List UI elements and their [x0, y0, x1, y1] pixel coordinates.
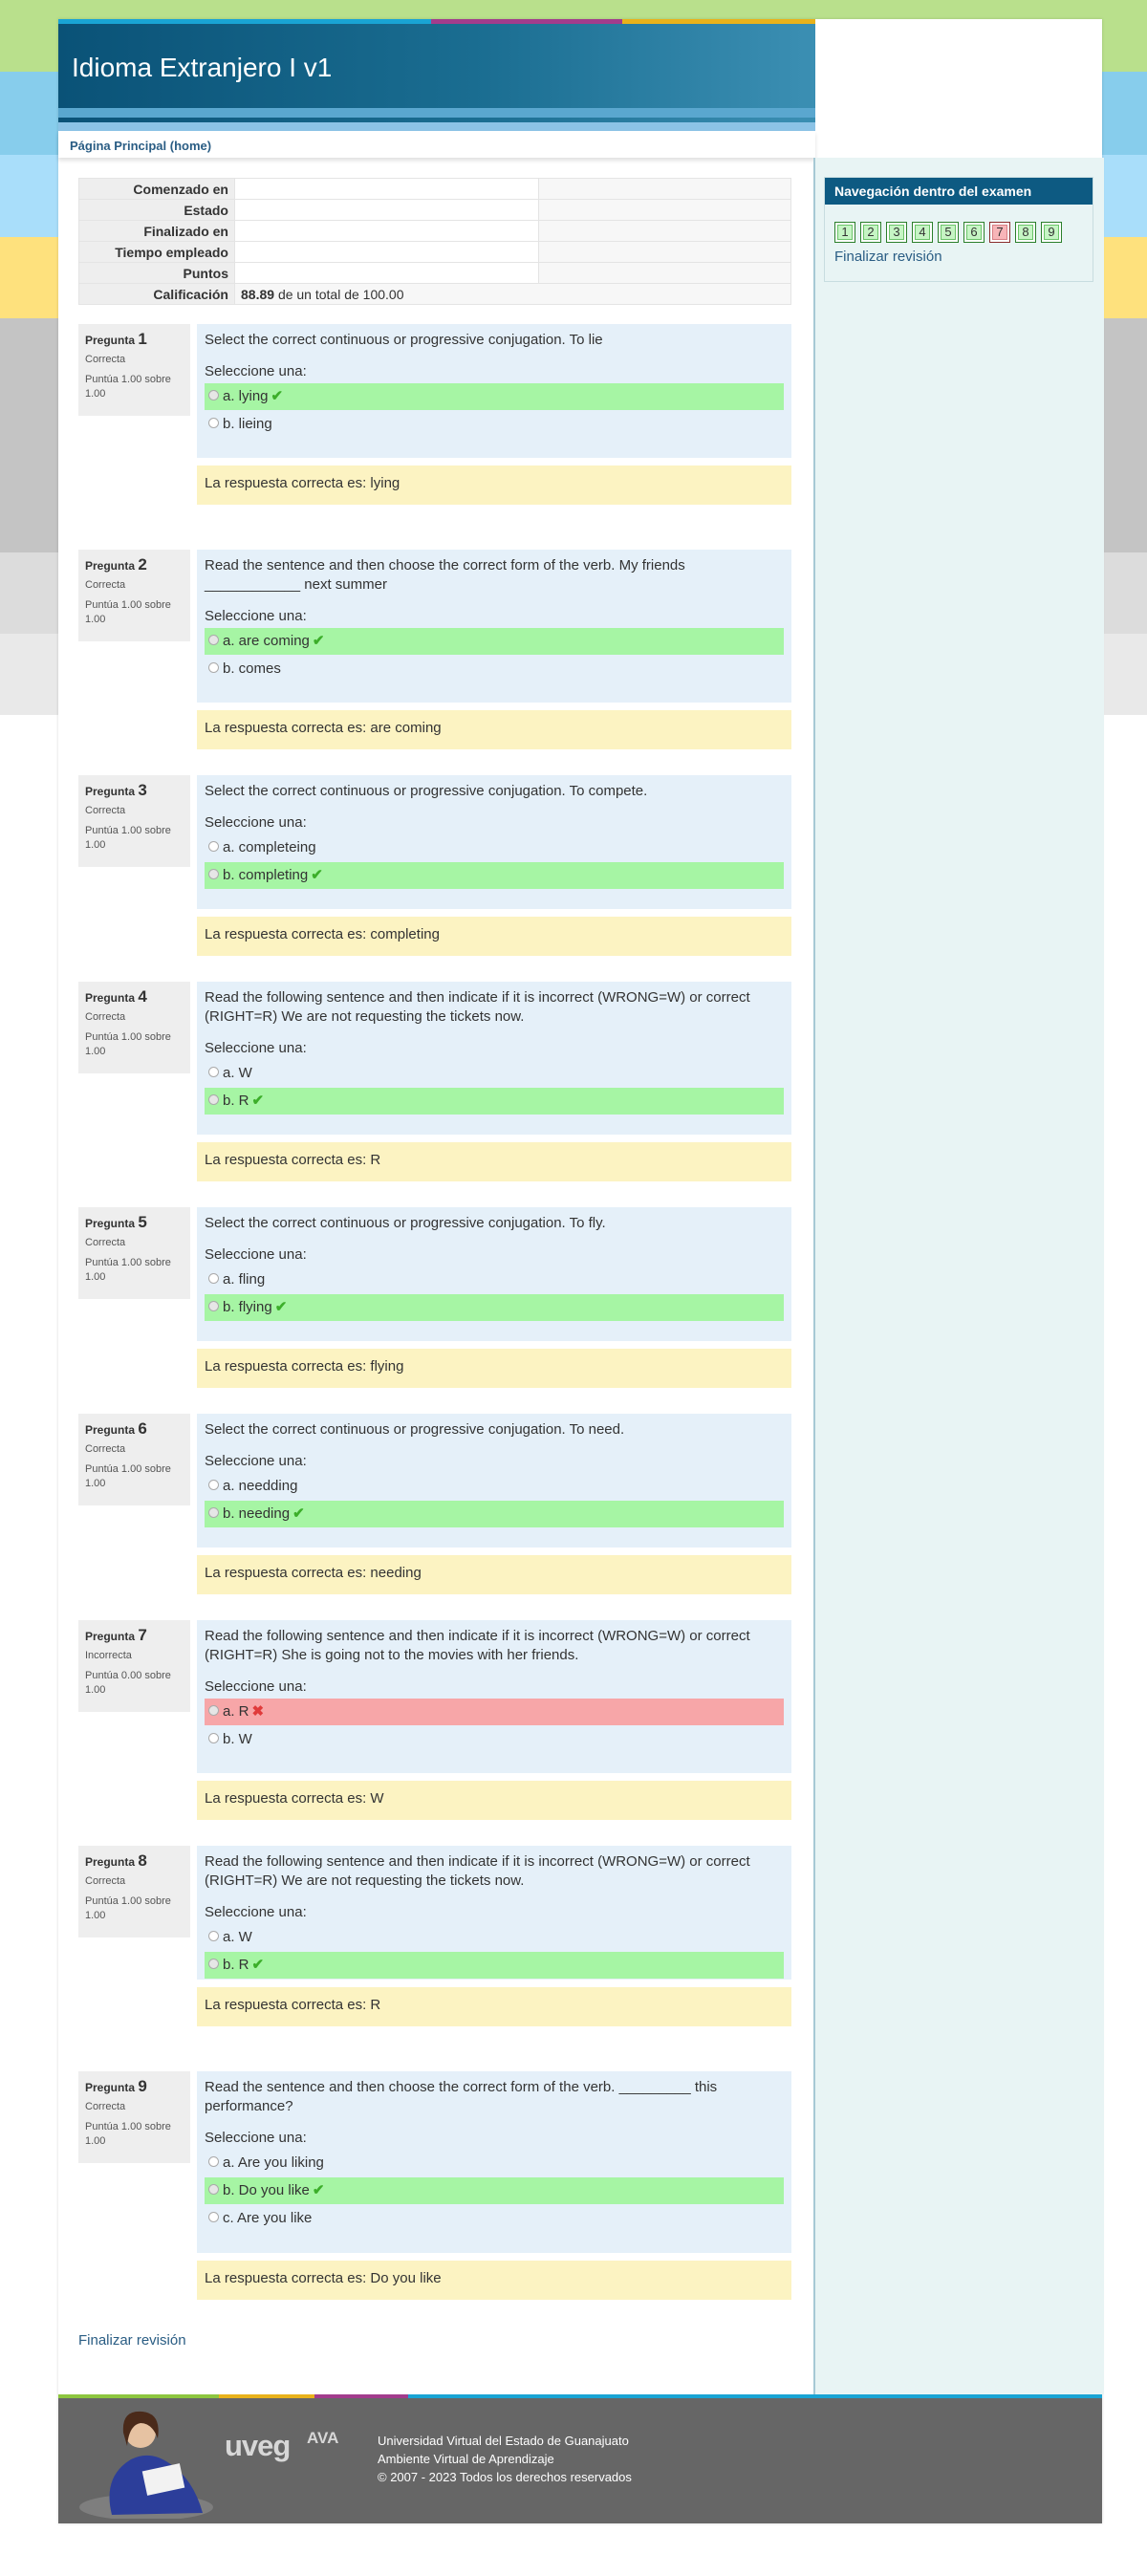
finish-review-link[interactable]: Finalizar revisión — [78, 2332, 186, 2349]
footer-line-environment: Ambiente Virtual de Aprendizaje — [378, 2452, 554, 2466]
footer-line-copyright: © 2007 - 2023 Todos los derechos reservados — [378, 2470, 632, 2484]
quiz-navigation-title: Navegación dentro del examen — [825, 178, 1093, 205]
course-title: Idioma Extranjero I v1 — [72, 53, 333, 82]
question-grade: Puntúa 1.00 sobre 1.00 — [85, 374, 171, 400]
question-state: Correcta — [85, 805, 126, 816]
question-info — [78, 982, 190, 1073]
review-summary-table — [78, 178, 791, 305]
correct-answer-feedback: La respuesta correcta es: completing — [197, 917, 791, 956]
footer-text — [378, 2432, 632, 2486]
check-icon: ✔ — [271, 388, 284, 404]
question-text: Select the correct continuous or progressive conjugation. To lie — [205, 332, 603, 348]
quiz-nav-button-2[interactable]: 2 — [860, 222, 881, 243]
question-grade: Puntúa 1.00 sobre 1.00 — [85, 599, 171, 625]
radio-button[interactable] — [208, 418, 219, 428]
quiz-nav-button-5[interactable]: 5 — [938, 222, 959, 243]
breadcrumb-home-link[interactable]: Página Principal (home) — [70, 139, 212, 153]
question-content — [197, 1414, 791, 1548]
quiz-nav-button-1[interactable]: 1 — [834, 222, 855, 243]
question-number: Pregunta 8 — [85, 1851, 147, 1870]
answer-label: a. fling — [223, 1271, 266, 1288]
question-text: Read the sentence and then choose the correct form of the verb. My friends ____________ next summer — [205, 557, 685, 593]
check-icon: ✔ — [311, 867, 323, 883]
summary-label: Puntos — [79, 263, 235, 284]
summary-value — [235, 284, 791, 305]
answer-option[interactable] — [205, 1266, 784, 1293]
answer-option[interactable] — [205, 1726, 784, 1753]
answer-label: a. completeing — [223, 839, 316, 855]
answer-option[interactable] — [205, 2205, 784, 2232]
question-content — [197, 550, 791, 703]
nav-finish-review-link[interactable]: Finalizar revisión — [834, 249, 942, 265]
correct-answer-feedback: La respuesta correcta es: Do you like — [197, 2261, 791, 2300]
answer-label: a. W — [223, 1065, 252, 1081]
answer-label: b. R — [223, 1957, 249, 1973]
radio-button[interactable] — [208, 841, 219, 852]
quiz-nav-button-3[interactable]: 3 — [886, 222, 907, 243]
page-container — [58, 19, 1102, 2523]
quiz-nav-button-7[interactable]: 7 — [989, 222, 1010, 243]
answer-option[interactable] — [205, 1060, 784, 1087]
question-content — [197, 775, 791, 909]
answer-option[interactable] — [205, 1699, 784, 1725]
answer-option[interactable] — [205, 1501, 784, 1527]
summary-label: Comenzado en — [79, 179, 235, 200]
quiz-nav-button-6[interactable]: 6 — [963, 222, 985, 243]
summary-row — [79, 179, 791, 200]
question-number: Pregunta 6 — [85, 1419, 147, 1438]
answer-option[interactable] — [205, 1294, 784, 1321]
answer-option[interactable] — [205, 411, 784, 438]
check-icon: ✔ — [251, 1093, 265, 1109]
answer-label: b. W — [223, 1731, 252, 1747]
question-content — [197, 1620, 791, 1773]
radio-button[interactable] — [208, 1507, 219, 1518]
radio-button[interactable] — [208, 1480, 219, 1490]
summary-value — [235, 200, 539, 221]
student-photo-icon — [74, 2400, 219, 2519]
check-icon: ✔ — [274, 1299, 288, 1315]
answer-label: b. completing — [223, 867, 309, 883]
answer-option[interactable] — [205, 2177, 784, 2204]
uveg-logo: uveg — [225, 2429, 291, 2462]
quiz-nav-button-4[interactable]: 4 — [912, 222, 933, 243]
question-text: Read the sentence and then choose the correct form of the verb. _________ this performance? — [205, 2079, 718, 2114]
radio-button[interactable] — [208, 2212, 219, 2222]
answer-label: b. lieing — [223, 416, 272, 432]
answer-prompt: Seleccione una: — [205, 363, 307, 379]
question-state: Correcta — [85, 354, 126, 365]
question-info — [78, 1414, 190, 1505]
answer-prompt: Seleccione una: — [205, 1040, 307, 1056]
summary-row — [79, 221, 791, 242]
header-banner — [58, 24, 815, 131]
answer-label: a. Are you liking — [223, 2154, 324, 2171]
radio-button[interactable] — [208, 1705, 219, 1716]
question-state: Correcta — [85, 1011, 126, 1023]
answer-label: b. comes — [223, 660, 281, 677]
quiz-navigation-block — [824, 177, 1093, 282]
radio-button[interactable] — [208, 1931, 219, 1941]
answer-label: a. are coming — [223, 633, 310, 649]
answer-option[interactable] — [205, 862, 784, 889]
question-content — [197, 1846, 791, 1980]
summary-row — [79, 263, 791, 284]
answer-label: a. needding — [223, 1478, 298, 1494]
quiz-nav-button-9[interactable]: 9 — [1041, 222, 1062, 243]
question-text: Select the correct continuous or progressive conjugation. To compete. — [205, 783, 648, 799]
question-state: Incorrecta — [85, 1650, 132, 1661]
question-number: Pregunta 9 — [85, 2077, 147, 2095]
summary-value — [235, 263, 539, 284]
radio-button[interactable] — [208, 1733, 219, 1743]
question-grade: Puntúa 1.00 sobre 1.00 — [85, 825, 171, 851]
question-info — [78, 1207, 190, 1299]
summary-label: Calificación — [79, 284, 235, 305]
question-number: Pregunta 5 — [85, 1213, 147, 1231]
question-text: Read the following sentence and then indicate if it is incorrect (WRONG=W) or correct (RIGHT=R) We are not requesting the tickets now. — [205, 989, 750, 1025]
correct-answer-feedback: La respuesta correcta es: flying — [197, 1349, 791, 1388]
right-sidebar — [813, 158, 1104, 2394]
answer-option[interactable] — [205, 1088, 784, 1115]
check-icon: ✔ — [312, 2182, 325, 2198]
answer-option[interactable] — [205, 383, 784, 410]
answer-label: a. R — [223, 1703, 249, 1720]
radio-button[interactable] — [208, 1273, 219, 1284]
question-number: Pregunta 3 — [85, 781, 147, 799]
grade-total: de un total de 100.00 — [277, 286, 404, 302]
grade-value: 88.89 — [241, 286, 275, 302]
check-icon: ✔ — [251, 1957, 265, 1973]
answer-label: b. Do you like — [223, 2182, 310, 2198]
question-grade: Puntúa 1.00 sobre 1.00 — [85, 1257, 171, 1283]
correct-answer-feedback: La respuesta correcta es: R — [197, 1987, 791, 2026]
answer-label: c. Are you like — [223, 2210, 313, 2226]
answer-option[interactable] — [205, 1924, 784, 1951]
question-text: Select the correct continuous or progressive conjugation. To need. — [205, 1421, 625, 1438]
answer-label: b. flying — [223, 1299, 272, 1315]
radio-button[interactable] — [208, 2156, 219, 2167]
answer-prompt: Seleccione una: — [205, 1678, 307, 1695]
question-state: Correcta — [85, 2101, 126, 2112]
question-info — [78, 775, 190, 867]
radio-button[interactable] — [208, 2184, 219, 2195]
question-text: Select the correct continuous or progressive conjugation. To fly. — [205, 1215, 606, 1231]
cross-icon: ✖ — [251, 1703, 265, 1720]
correct-answer-feedback: La respuesta correcta es: needing — [197, 1555, 791, 1594]
answer-label: a. W — [223, 1929, 252, 1945]
correct-answer-feedback: La respuesta correcta es: R — [197, 1142, 791, 1181]
answer-prompt: Seleccione una: — [205, 1453, 307, 1469]
summary-value — [235, 179, 539, 200]
answer-label: b. R — [223, 1093, 249, 1109]
footer-line-university: Universidad Virtual del Estado de Guanajuato — [378, 2434, 629, 2448]
question-info — [78, 550, 190, 641]
answer-prompt: Seleccione una: — [205, 1246, 307, 1263]
question-info — [78, 1620, 190, 1712]
question-info — [78, 2071, 190, 2163]
answer-option[interactable] — [205, 656, 784, 682]
radio-button[interactable] — [208, 1959, 219, 1969]
summary-label: Finalizado en — [79, 221, 235, 242]
answer-label: a. lying — [223, 388, 269, 404]
question-grade: Puntúa 1.00 sobre 1.00 — [85, 1463, 171, 1489]
question-content — [197, 1207, 791, 1341]
answer-option[interactable] — [205, 834, 784, 861]
question-number: Pregunta 7 — [85, 1626, 147, 1644]
answer-option[interactable] — [205, 1473, 784, 1500]
answer-option[interactable] — [205, 628, 784, 655]
answer-option[interactable] — [205, 1952, 784, 1979]
quiz-nav-button-8[interactable]: 8 — [1015, 222, 1036, 243]
question-text: Read the following sentence and then indicate if it is incorrect (WRONG=W) or correct (RIGHT=R) We are not requesting the tickets now. — [205, 1853, 750, 1889]
question-info — [78, 324, 190, 416]
radio-button[interactable] — [208, 390, 219, 400]
question-grade: Puntúa 1.00 sobre 1.00 — [85, 1031, 171, 1057]
radio-button[interactable] — [208, 869, 219, 879]
correct-answer-feedback: La respuesta correcta es: lying — [197, 465, 791, 505]
question-info — [78, 1846, 190, 1937]
question-state: Correcta — [85, 1237, 126, 1248]
radio-button[interactable] — [208, 1094, 219, 1105]
radio-button[interactable] — [208, 635, 219, 645]
answer-option[interactable] — [205, 2150, 784, 2176]
summary-value — [235, 221, 539, 242]
summary-row — [79, 242, 791, 263]
question-grade: Puntúa 0.00 sobre 1.00 — [85, 1670, 171, 1696]
answer-prompt: Seleccione una: — [205, 2130, 307, 2146]
radio-button[interactable] — [208, 1067, 219, 1077]
answer-prompt: Seleccione una: — [205, 814, 307, 831]
quiz-navigation-buttons — [834, 222, 1067, 243]
breadcrumb — [58, 131, 815, 158]
question-number: Pregunta 1 — [85, 330, 147, 348]
correct-answer-feedback: La respuesta correcta es: are coming — [197, 710, 791, 749]
question-content — [197, 2071, 791, 2253]
summary-label: Tiempo empleado — [79, 242, 235, 263]
footer — [58, 2398, 1102, 2523]
radio-button[interactable] — [208, 662, 219, 673]
question-state: Correcta — [85, 1443, 126, 1455]
question-content — [197, 324, 791, 458]
answer-prompt: Seleccione una: — [205, 608, 307, 624]
question-content — [197, 982, 791, 1135]
check-icon: ✔ — [312, 633, 325, 649]
question-state: Correcta — [85, 1875, 126, 1887]
ava-logo: AVA — [307, 2429, 339, 2447]
answer-prompt: Seleccione una: — [205, 1904, 307, 1920]
summary-row — [79, 284, 791, 305]
question-grade: Puntúa 1.00 sobre 1.00 — [85, 1895, 171, 1921]
answer-label: b. needing — [223, 1505, 291, 1522]
summary-label: Estado — [79, 200, 235, 221]
question-text: Read the following sentence and then indicate if it is incorrect (WRONG=W) or correct (RIGHT=R) She is going not to the movies with her friends. — [205, 1628, 750, 1663]
correct-answer-feedback: La respuesta correcta es: W — [197, 1781, 791, 1820]
question-state: Correcta — [85, 579, 126, 591]
question-grade: Puntúa 1.00 sobre 1.00 — [85, 2121, 171, 2147]
question-number: Pregunta 2 — [85, 555, 147, 574]
summary-row — [79, 200, 791, 221]
main-content — [58, 158, 813, 2394]
summary-value — [235, 242, 539, 263]
check-icon: ✔ — [292, 1505, 305, 1522]
radio-button[interactable] — [208, 1301, 219, 1311]
question-number: Pregunta 4 — [85, 987, 147, 1006]
